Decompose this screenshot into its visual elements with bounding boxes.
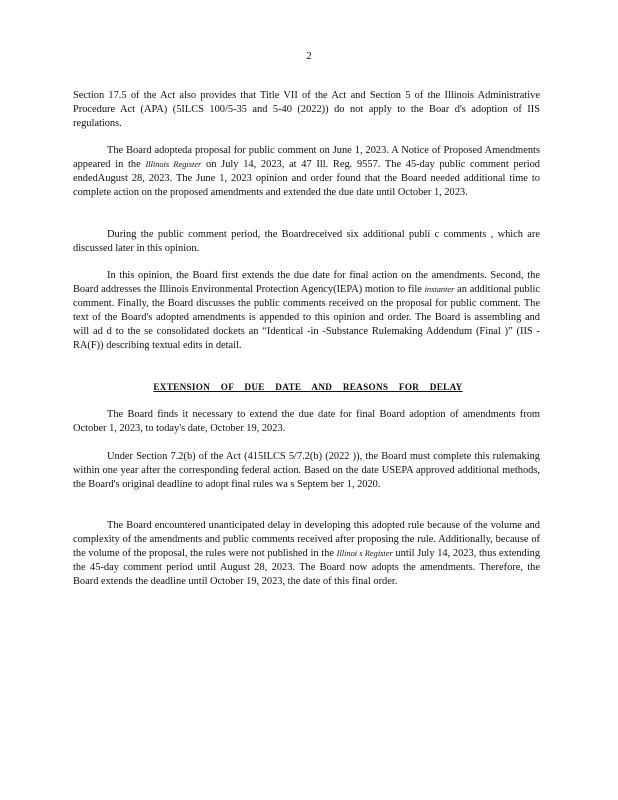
page-number: 2 <box>306 50 312 62</box>
paragraph-apa-exemption: Section 17.5 of the Act also provides that Title VII of the Act and Section 5 of the Illinois Administrative Procedure Act (APA) (5ILCS 100/5-35 and 5-40 (2022)) do not apply to the Boar d's adoption of IIS regulations. <box>73 90 540 129</box>
paragraph-proposal-history <box>73 144 540 200</box>
paragraph-text: The Board encountered unanticipated delay in developing this adopted rule because of the volume and complexity of the amendments and public comments received after proposing the rule. Additionally, because of the volume of the proposal, the rules were not published in the <box>73 520 540 559</box>
section-heading: EXTENSION OF DUE DATE AND REASONS FOR DELAY <box>153 382 463 392</box>
paragraph-public-comments: During the public comment period, the Boardreceived six additional publi c comments , which are discussed later in this opinion. <box>73 229 540 254</box>
paragraph-extension: The Board finds it necessary to extend the due date for final Board adoption of amendments from October 1, 2023, to today's date, October 19, 2023. <box>73 409 540 434</box>
paragraph-delay-reasons <box>73 519 540 589</box>
latin-term: instanter <box>424 284 455 294</box>
paragraph-opinion-overview <box>73 269 540 352</box>
publication-title: Illinoi s Register <box>336 548 393 558</box>
paragraph-text: In this opinion, the Board first extends the due date for final action on the amendments. Second, the Board addresses the Illinois Environmental Protection Agency(IEPA) motion to file <box>73 270 540 295</box>
publication-title: Illinois Register <box>145 159 202 169</box>
paragraph-text: an additional public comment. Finally, the Board discusses the public comments received on the proposal for public comment. The text of the Board's adopted amendments is appended to this opinion and order. The Board is assembling and will ad d to the se consolidated dockets an “Identical -in -Substance Rulemaking Addendum (Final )” (IIS -RA(F)) describing textual edits in detail. <box>73 283 540 351</box>
paragraph-text: on July 14, 2023, at 47 Ill. Reg. 9557. The 45-day public comment period endedAugust 28, 2023. The June 1, 2023 opinion and order found that the Board needed additional time to complete action on the proposed amendments and extended the due date until October 1, 2023. <box>73 158 540 198</box>
paragraph-deadline: Under Section 7.2(b) of the Act (415ILCS 5/7.2(b) (2022 )), the Board must complete this rulemaking within one year after the corresponding federal action. Based on the date USEPA approved additional methods, the Board's original deadline to adopt final rules wa s Septem ber 1, 2020. <box>73 451 540 490</box>
paragraph-text: The Board adopteda proposal for public comment on June 1, 2023. A Notice of Proposed Amendments appeared in the <box>73 145 540 170</box>
paragraph-text: until July 14, 2023, thus extending the 45-day comment period until August 28, 2023. The Board now adopts the amendments. Therefore, the Board extends the deadline until October 19, 2023, the date of this final order. <box>73 547 541 587</box>
